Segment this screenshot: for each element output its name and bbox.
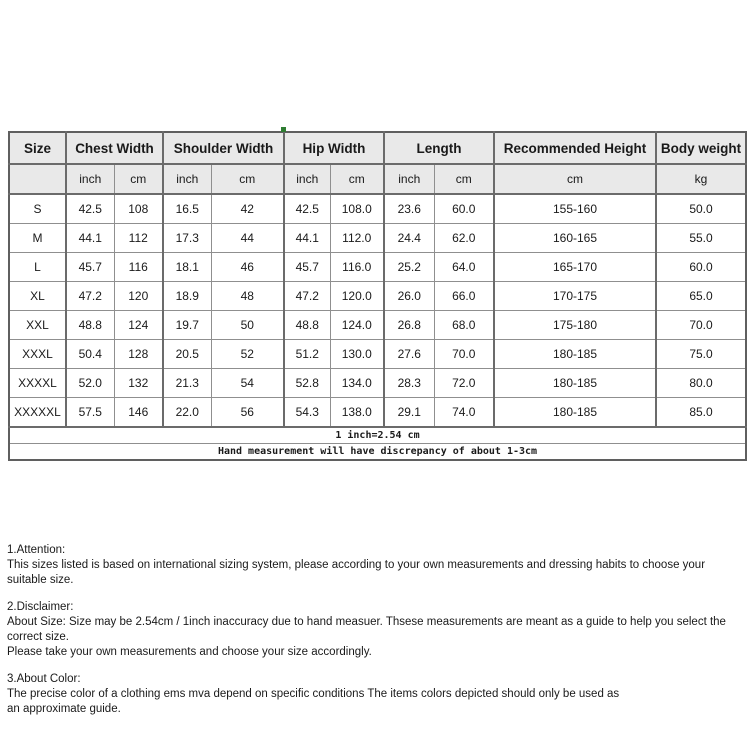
value-cell: 26.0 xyxy=(384,282,434,311)
value-cell: 128 xyxy=(114,340,163,369)
note-attention xyxy=(7,543,747,588)
size-chart-table xyxy=(8,131,747,461)
value-cell: 22.0 xyxy=(163,398,211,428)
value-cell: 70.0 xyxy=(656,311,746,340)
value-cell: 24.4 xyxy=(384,224,434,253)
value-cell: 155-160 xyxy=(494,194,656,224)
value-cell: 160-165 xyxy=(494,224,656,253)
value-cell: 60.0 xyxy=(656,253,746,282)
value-cell: 138.0 xyxy=(330,398,384,428)
size-cell: XXXXL xyxy=(9,369,66,398)
value-cell: 54.3 xyxy=(284,398,330,428)
notes-section xyxy=(7,543,747,729)
table-row xyxy=(9,253,746,282)
unit-cell: cm xyxy=(114,164,163,194)
value-cell: 57.5 xyxy=(66,398,114,428)
col-header-recommended-height: Recommended Height xyxy=(494,132,656,164)
footnote-row-discrepancy xyxy=(9,444,746,461)
unit-cell: inch xyxy=(163,164,211,194)
value-cell: 146 xyxy=(114,398,163,428)
value-cell: 180-185 xyxy=(494,398,656,428)
note-about-color xyxy=(7,672,747,717)
value-cell: 21.3 xyxy=(163,369,211,398)
unit-cell: cm xyxy=(211,164,284,194)
note-line: Please take your own measurements and choose your size accordingly. xyxy=(7,646,372,658)
value-cell: 180-185 xyxy=(494,340,656,369)
value-cell: 52 xyxy=(211,340,284,369)
note-disclaimer xyxy=(7,600,747,660)
value-cell: 65.0 xyxy=(656,282,746,311)
table-row xyxy=(9,224,746,253)
value-cell: 130.0 xyxy=(330,340,384,369)
value-cell: 112.0 xyxy=(330,224,384,253)
note-line: This sizes listed is based on international sizing system, please according to your own measurements and dressing habits to choose your suitable size. xyxy=(7,559,706,586)
value-cell: 47.2 xyxy=(284,282,330,311)
value-cell: 44 xyxy=(211,224,284,253)
col-header-body-weight: Body weight xyxy=(656,132,746,164)
note-line: an approximate guide. xyxy=(7,703,121,715)
value-cell: 134.0 xyxy=(330,369,384,398)
value-cell: 18.1 xyxy=(163,253,211,282)
value-cell: 18.9 xyxy=(163,282,211,311)
value-cell: 132 xyxy=(114,369,163,398)
value-cell: 80.0 xyxy=(656,369,746,398)
value-cell: 44.1 xyxy=(284,224,330,253)
note-heading: 3.About Color: xyxy=(7,673,81,685)
size-table-body xyxy=(9,194,746,427)
size-cell: S xyxy=(9,194,66,224)
value-cell: 72.0 xyxy=(434,369,494,398)
value-cell: 108.0 xyxy=(330,194,384,224)
header-row xyxy=(9,132,746,164)
size-cell: XXXXXL xyxy=(9,398,66,428)
value-cell: 74.0 xyxy=(434,398,494,428)
table-row xyxy=(9,398,746,428)
size-cell: L xyxy=(9,253,66,282)
value-cell: 42.5 xyxy=(66,194,114,224)
col-header-chest-width: Chest Width xyxy=(66,132,163,164)
value-cell: 108 xyxy=(114,194,163,224)
note-line: The precise color of a clothing ems mva depend on specific conditions The items colors depicted should only be used as xyxy=(7,688,620,700)
value-cell: 180-185 xyxy=(494,369,656,398)
value-cell: 70.0 xyxy=(434,340,494,369)
value-cell: 75.0 xyxy=(656,340,746,369)
note-heading: 1.Attention: xyxy=(7,544,66,556)
value-cell: 48.8 xyxy=(284,311,330,340)
unit-cell: cm xyxy=(330,164,384,194)
value-cell: 42 xyxy=(211,194,284,224)
units-row xyxy=(9,164,746,194)
value-cell: 66.0 xyxy=(434,282,494,311)
unit-cell: cm xyxy=(434,164,494,194)
col-header-size: Size xyxy=(9,132,66,164)
value-cell: 52.8 xyxy=(284,369,330,398)
col-header-length: Length xyxy=(384,132,494,164)
value-cell: 20.5 xyxy=(163,340,211,369)
value-cell: 45.7 xyxy=(66,253,114,282)
value-cell: 124 xyxy=(114,311,163,340)
value-cell: 50.4 xyxy=(66,340,114,369)
col-header-shoulder-width: Shoulder Width xyxy=(163,132,284,164)
value-cell: 170-175 xyxy=(494,282,656,311)
table-row xyxy=(9,340,746,369)
value-cell: 48.8 xyxy=(66,311,114,340)
value-cell: 112 xyxy=(114,224,163,253)
table-row xyxy=(9,194,746,224)
value-cell: 16.5 xyxy=(163,194,211,224)
unit-cell: inch xyxy=(284,164,330,194)
footnote-discrepancy-text: Hand measurement will have discrepancy of about 1-3cm xyxy=(9,444,746,461)
value-cell: 56 xyxy=(211,398,284,428)
value-cell: 62.0 xyxy=(434,224,494,253)
value-cell: 25.2 xyxy=(384,253,434,282)
value-cell: 116 xyxy=(114,253,163,282)
value-cell: 28.3 xyxy=(384,369,434,398)
value-cell: 45.7 xyxy=(284,253,330,282)
value-cell: 23.6 xyxy=(384,194,434,224)
unit-cell: kg xyxy=(656,164,746,194)
value-cell: 48 xyxy=(211,282,284,311)
value-cell: 42.5 xyxy=(284,194,330,224)
size-cell: M xyxy=(9,224,66,253)
note-line: About Size: Size may be 2.54cm / 1inch inaccuracy due to hand measuer. Thsese measurements are meant as a guide to help you select the correct size. xyxy=(7,616,726,643)
footnote-conversion-text: 1 inch=2.54 cm xyxy=(9,427,746,444)
unit-cell: cm xyxy=(494,164,656,194)
table-row xyxy=(9,282,746,311)
value-cell: 120.0 xyxy=(330,282,384,311)
value-cell: 64.0 xyxy=(434,253,494,282)
value-cell: 68.0 xyxy=(434,311,494,340)
value-cell: 17.3 xyxy=(163,224,211,253)
value-cell: 26.8 xyxy=(384,311,434,340)
value-cell: 165-170 xyxy=(494,253,656,282)
value-cell: 54 xyxy=(211,369,284,398)
value-cell: 60.0 xyxy=(434,194,494,224)
value-cell: 120 xyxy=(114,282,163,311)
note-heading: 2.Disclaimer: xyxy=(7,601,74,613)
footnote-row-conversion xyxy=(9,427,746,444)
table-row xyxy=(9,369,746,398)
size-cell: XL xyxy=(9,282,66,311)
value-cell: 19.7 xyxy=(163,311,211,340)
value-cell: 44.1 xyxy=(66,224,114,253)
value-cell: 124.0 xyxy=(330,311,384,340)
table-row xyxy=(9,311,746,340)
unit-cell-blank xyxy=(9,164,66,194)
col-header-hip-width: Hip Width xyxy=(284,132,384,164)
value-cell: 46 xyxy=(211,253,284,282)
value-cell: 51.2 xyxy=(284,340,330,369)
size-cell: XXXL xyxy=(9,340,66,369)
value-cell: 85.0 xyxy=(656,398,746,428)
green-corner-marker xyxy=(281,127,286,132)
value-cell: 50.0 xyxy=(656,194,746,224)
unit-cell: inch xyxy=(384,164,434,194)
value-cell: 27.6 xyxy=(384,340,434,369)
value-cell: 47.2 xyxy=(66,282,114,311)
unit-cell: inch xyxy=(66,164,114,194)
value-cell: 175-180 xyxy=(494,311,656,340)
value-cell: 29.1 xyxy=(384,398,434,428)
value-cell: 52.0 xyxy=(66,369,114,398)
value-cell: 116.0 xyxy=(330,253,384,282)
size-cell: XXL xyxy=(9,311,66,340)
value-cell: 50 xyxy=(211,311,284,340)
value-cell: 55.0 xyxy=(656,224,746,253)
